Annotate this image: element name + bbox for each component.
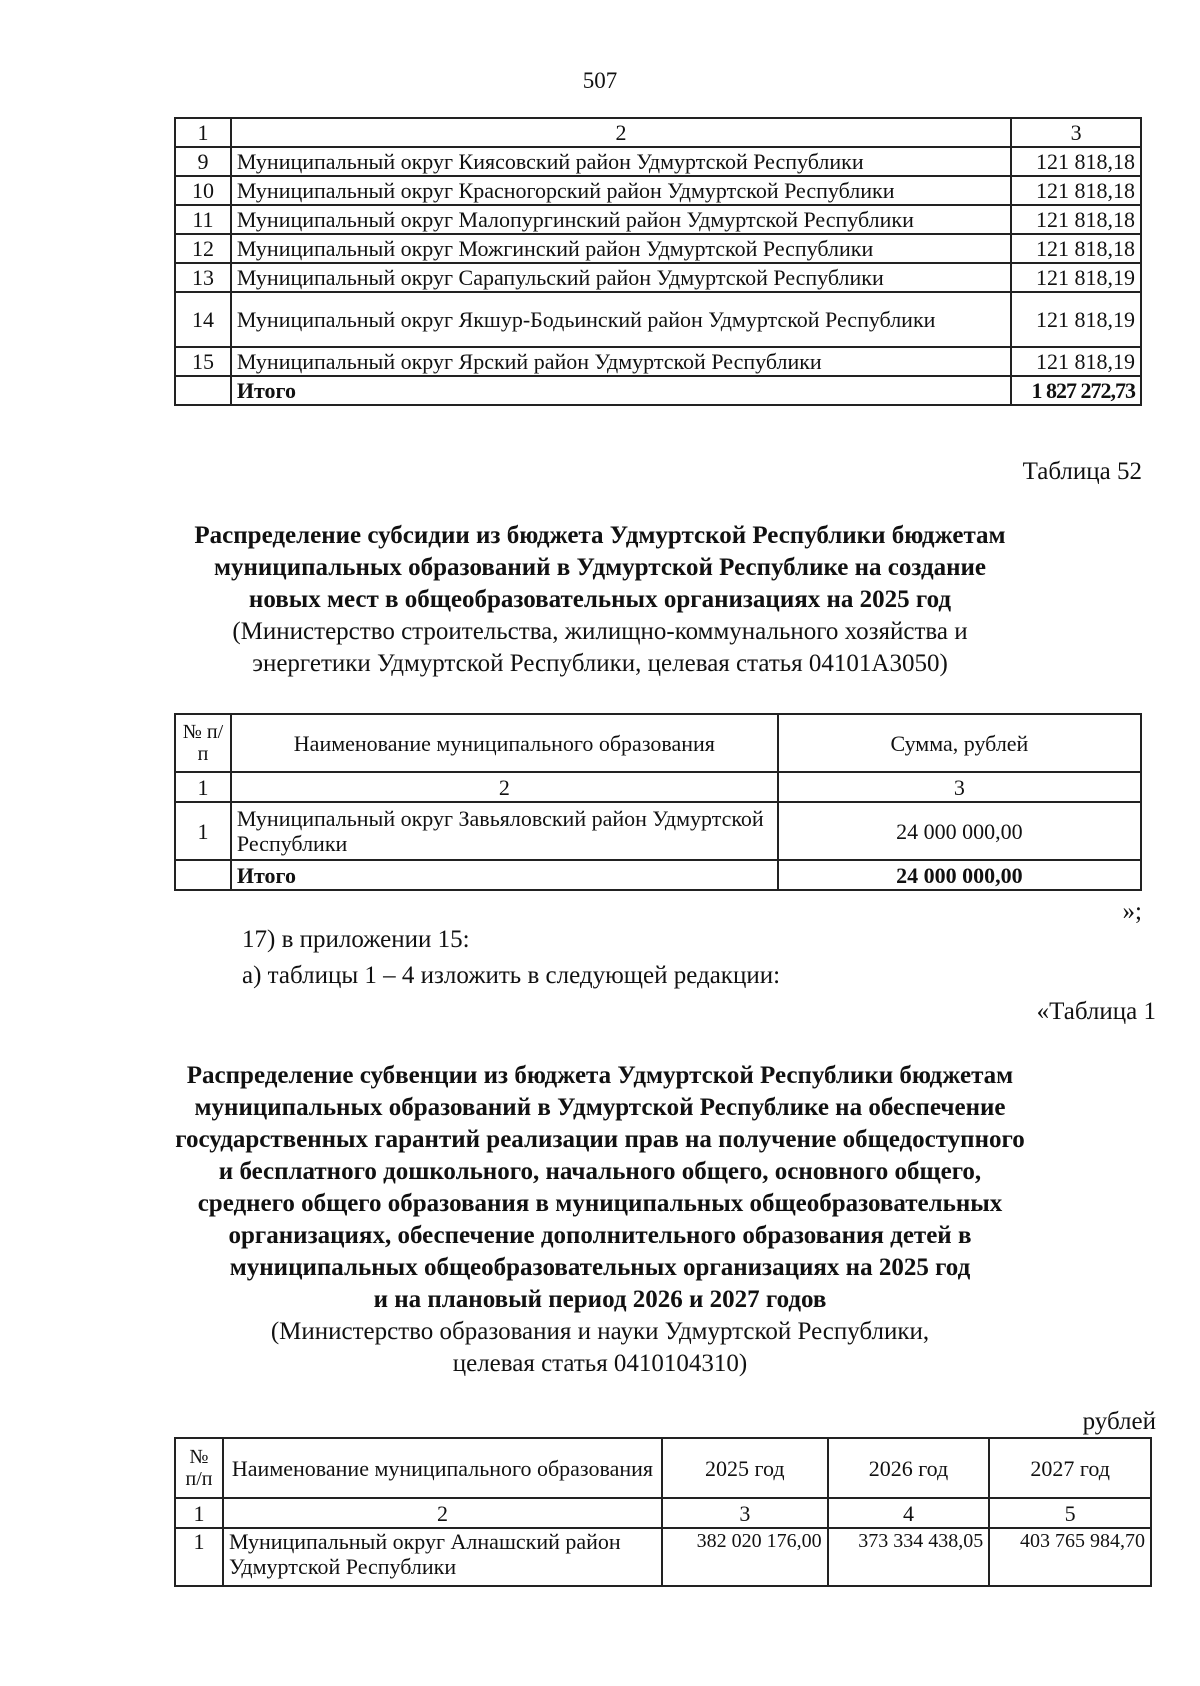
amount: 121 818,18 <box>1011 205 1141 234</box>
subtitle-line: энергетики Удмуртской Республики, целевая статья 04101А3050) <box>252 650 948 677</box>
table-row <box>175 234 1141 263</box>
amendment-item: 17) в приложении 15: <box>242 926 470 953</box>
amount-2026: 373 334 438,05 <box>828 1528 990 1586</box>
row-number: 10 <box>175 176 231 205</box>
table-row <box>175 802 1141 860</box>
column-number-row <box>175 1498 1151 1528</box>
municipality-name: Муниципальный округ Завьяловский район Удмуртской Республики <box>231 802 778 860</box>
table-row <box>175 205 1141 234</box>
subtitle-line: (Министерство строительства, жилищно-коммунального хозяйства и <box>232 618 968 645</box>
row-number: 1 <box>175 802 231 860</box>
amount: 121 818,19 <box>1011 292 1141 347</box>
amount: 24 000 000,00 <box>778 802 1141 860</box>
amendment-subitem: а) таблицы 1 – 4 изложить в следующей редакции: <box>242 962 781 989</box>
table1-title <box>0 1060 1200 1380</box>
col-number-3: 3 <box>1011 118 1141 147</box>
table1 <box>174 1437 1152 1587</box>
table52-title <box>0 520 1200 680</box>
table52-label: Таблица 52 <box>1022 458 1142 485</box>
total-amount: 1 827 272,73 <box>1011 376 1141 405</box>
table52 <box>174 713 1142 891</box>
municipality-name: Муниципальный округ Алнашский район Удмуртской Республики <box>223 1528 662 1586</box>
header-2026: 2026 год <box>828 1438 990 1498</box>
table1-label: «Таблица 1 <box>1036 998 1156 1025</box>
table-row <box>175 292 1141 347</box>
header-row <box>175 1438 1151 1498</box>
table-row <box>175 147 1141 176</box>
total-row <box>175 376 1141 405</box>
title-line: муниципальных общеобразовательных организациях на 2025 год <box>229 1254 971 1281</box>
col-number-2: 2 <box>231 772 778 802</box>
amount: 121 818,18 <box>1011 147 1141 176</box>
table-row <box>175 263 1141 292</box>
total-label: Итого <box>231 376 1011 405</box>
header-name: Наименование муниципального образования <box>223 1438 662 1498</box>
amount: 121 818,19 <box>1011 263 1141 292</box>
municipality-name: Муниципальный округ Можгинский район Удмуртской Республики <box>231 234 1011 263</box>
title-line: организациях, обеспечение дополнительного образования детей в <box>228 1222 972 1249</box>
column-number-row <box>175 772 1141 802</box>
title-line: муниципальных образований в Удмуртской Республике на обеспечение <box>194 1094 1006 1121</box>
col-number-2: 2 <box>231 118 1011 147</box>
closing-quote: »; <box>1122 898 1142 925</box>
municipality-name: Муниципальный округ Якшур-Бодьинский район Удмуртской Республики <box>231 292 1011 347</box>
header-2025: 2025 год <box>662 1438 828 1498</box>
col-number-3: 3 <box>778 772 1141 802</box>
total-label: Итого <box>231 860 778 890</box>
amount: 121 818,19 <box>1011 347 1141 376</box>
unit-label: рублей <box>1082 1408 1156 1435</box>
title-line: Распределение субвенции из бюджета Удмуртской Республики бюджетам <box>186 1062 1014 1089</box>
total-row <box>175 860 1141 890</box>
row-number: 1 <box>175 1528 223 1586</box>
col-number-3: 3 <box>662 1498 828 1528</box>
amount-2027: 403 765 984,70 <box>989 1528 1151 1586</box>
header-name: Наименование муниципального образования <box>231 714 778 772</box>
title-line: и бесплатного дошкольного, начального общего, основного общего, <box>218 1158 982 1185</box>
municipality-name: Муниципальный округ Киясовский район Удмуртской Республики <box>231 147 1011 176</box>
empty-cell <box>175 376 231 405</box>
row-number: 12 <box>175 234 231 263</box>
municipality-name: Муниципальный округ Ярский район Удмуртской Республики <box>231 347 1011 376</box>
col-number-1: 1 <box>175 1498 223 1528</box>
title-line: и на плановый период 2026 и 2027 годов <box>373 1286 827 1313</box>
col-number-1: 1 <box>175 772 231 802</box>
title-line: государственных гарантий реализации прав на получение общедоступного <box>175 1126 1025 1153</box>
header-sum: Сумма, рублей <box>778 714 1141 772</box>
municipality-name: Муниципальный округ Малопургинский район Удмуртской Республики <box>231 205 1011 234</box>
title-line: Распределение субсидии из бюджета Удмуртской Республики бюджетам <box>194 522 1006 549</box>
amount-2025: 382 020 176,00 <box>662 1528 828 1586</box>
header-number: № п/п <box>175 1438 223 1498</box>
header-row <box>175 714 1141 772</box>
col-number-1: 1 <box>175 118 231 147</box>
row-number: 9 <box>175 147 231 176</box>
column-number-row <box>175 118 1141 147</box>
header-number: № п/п <box>175 714 231 772</box>
amount: 121 818,18 <box>1011 234 1141 263</box>
title-line: среднего общего образования в муниципальных общеобразовательных <box>197 1190 1003 1217</box>
title-line: новых мест в общеобразовательных организациях на 2025 год <box>248 586 952 613</box>
municipality-name: Муниципальный округ Красногорский район Удмуртской Республики <box>231 176 1011 205</box>
col-number-5: 5 <box>989 1498 1151 1528</box>
empty-cell <box>175 860 231 890</box>
row-number: 14 <box>175 292 231 347</box>
row-number: 11 <box>175 205 231 234</box>
table-row <box>175 1528 1151 1586</box>
page-number: 507 <box>582 68 618 93</box>
subtitle-line: (Министерство образования и науки Удмуртской Республики, <box>270 1318 930 1345</box>
amount: 121 818,18 <box>1011 176 1141 205</box>
table-row <box>175 176 1141 205</box>
col-number-4: 4 <box>828 1498 990 1528</box>
title-line: муниципальных образований в Удмуртской Республике на создание <box>213 554 987 581</box>
total-amount: 24 000 000,00 <box>778 860 1141 890</box>
table-row <box>175 347 1141 376</box>
col-number-2: 2 <box>223 1498 662 1528</box>
row-number: 13 <box>175 263 231 292</box>
subtitle-line: целевая статья 0410104310) <box>452 1350 748 1377</box>
row-number: 15 <box>175 347 231 376</box>
continuation-table <box>174 117 1142 406</box>
header-2027: 2027 год <box>989 1438 1151 1498</box>
municipality-name: Муниципальный округ Сарапульский район Удмуртской Республики <box>231 263 1011 292</box>
